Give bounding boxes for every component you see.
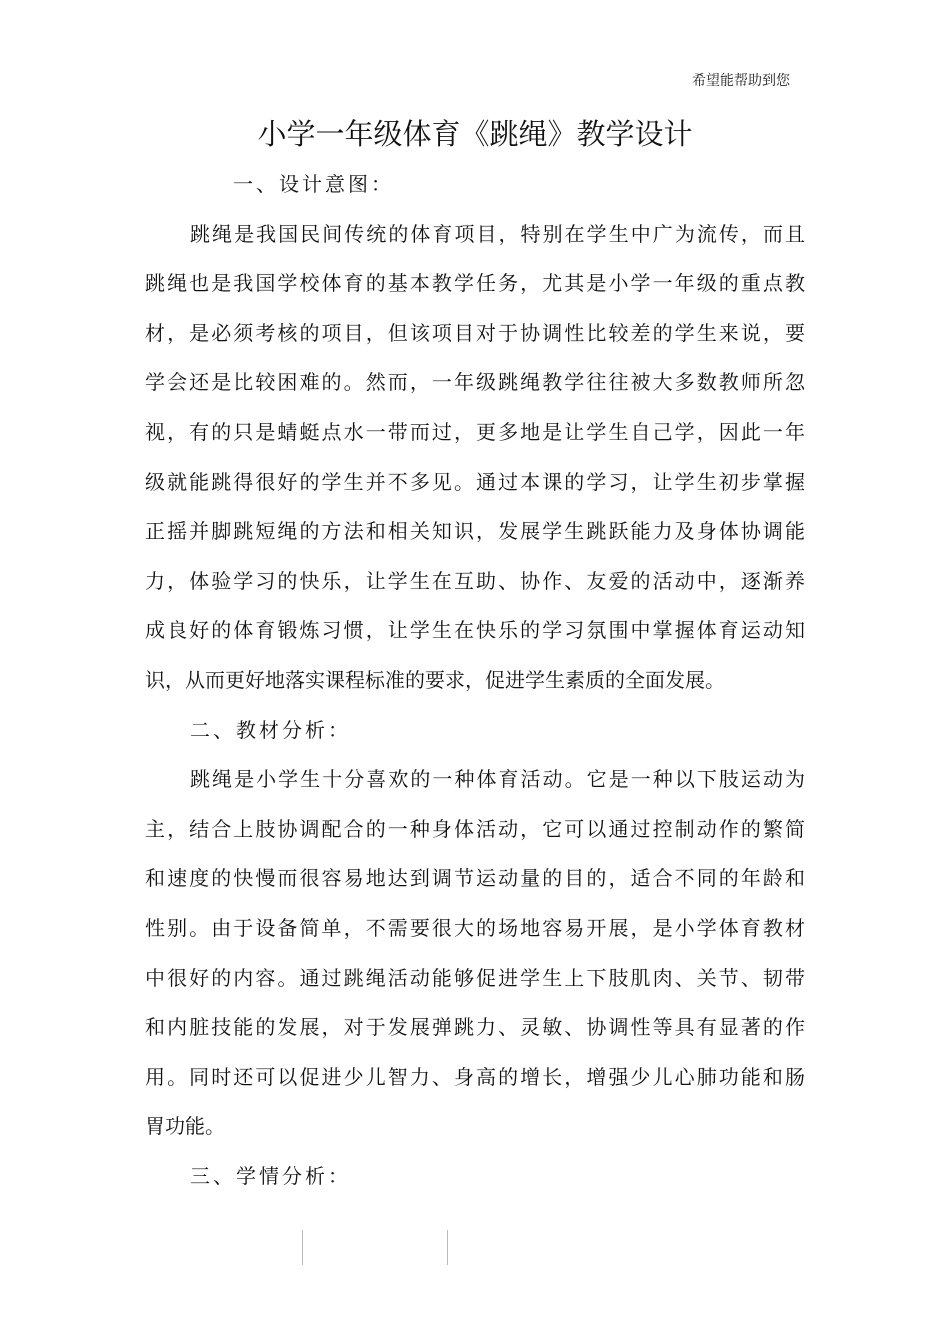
paragraph-line: 跳绳是小学生十分喜欢的一种体育活动。它是一种以下肢运动为 (190, 767, 805, 792)
document-title: 小学一年级体育《跳绳》教学设计 (257, 117, 693, 151)
paragraph-line: 胃功能。 (145, 1114, 225, 1139)
paragraph-line: 视，有的只是蜻蜓点水一带而过，更多地是让学生自己学，因此一年 (145, 419, 805, 444)
paragraph-line: 主，结合上肢协调配合的一种身体活动，它可以通过控制动作的繁简 (145, 816, 805, 841)
paragraph-line: 和内脏技能的发展，对于发展弹跳力、灵敏、协调性等具有显著的作 (145, 1015, 805, 1040)
paragraph-line: 材，是必须考核的项目，但该项目对于协调性比较差的学生来说，要 (145, 320, 805, 345)
section-heading: 二、教材分析： (190, 717, 351, 742)
paragraph-line: 识，从而更好地落实课程标准的要求，促进学生素质的全面发展。 (145, 667, 725, 692)
paragraph-line: 跳绳也是我国学校体育的基本教学任务，尤其是小学一年级的重点教 (145, 271, 805, 296)
paragraph-line: 中很好的内容。通过跳绳活动能够促进学生上下肢肌肉、关节、韧带 (145, 965, 805, 990)
paragraph-line: 和速度的快慢而很容易地达到调节运动量的目的，适合不同的年龄和 (145, 866, 805, 891)
section-heading: 一、设计意图： (233, 172, 394, 196)
paragraph-line: 跳绳是我国民间传统的体育项目，特别在学生中广为流传，而且 (190, 221, 805, 246)
table-divider (447, 1230, 448, 1265)
paragraph-line: 级就能跳得很好的学生并不多见。通过本课的学习，让学生初步掌握 (145, 469, 805, 494)
paragraph-line: 正摇并脚跳短绳的方法和相关知识，发展学生跳跃能力及身体协调能 (145, 519, 805, 544)
paragraph-line: 力，体验学习的快乐，让学生在互助、协作、友爱的活动中，逐渐养 (145, 568, 805, 593)
section-heading: 三、学情分析： (190, 1163, 351, 1188)
paragraph-line: 用。同时还可以促进少儿智力、身高的增长，增强少儿心肺功能和肠 (145, 1064, 805, 1089)
paragraph-line: 成良好的体育锻炼习惯，让学生在快乐的学习氛围中掌握体育运动知 (145, 618, 805, 643)
header-note: 希望能帮助到您 (692, 73, 790, 89)
document-body (145, 160, 805, 1201)
paragraph-line: 性别。由于设备简单，不需要很大的场地容易开展，是小学体育教材 (145, 915, 805, 940)
table-divider (302, 1230, 303, 1265)
paragraph-line: 学会还是比较困难的。然而，一年级跳绳教学往往被大多数教师所忽 (145, 370, 805, 395)
